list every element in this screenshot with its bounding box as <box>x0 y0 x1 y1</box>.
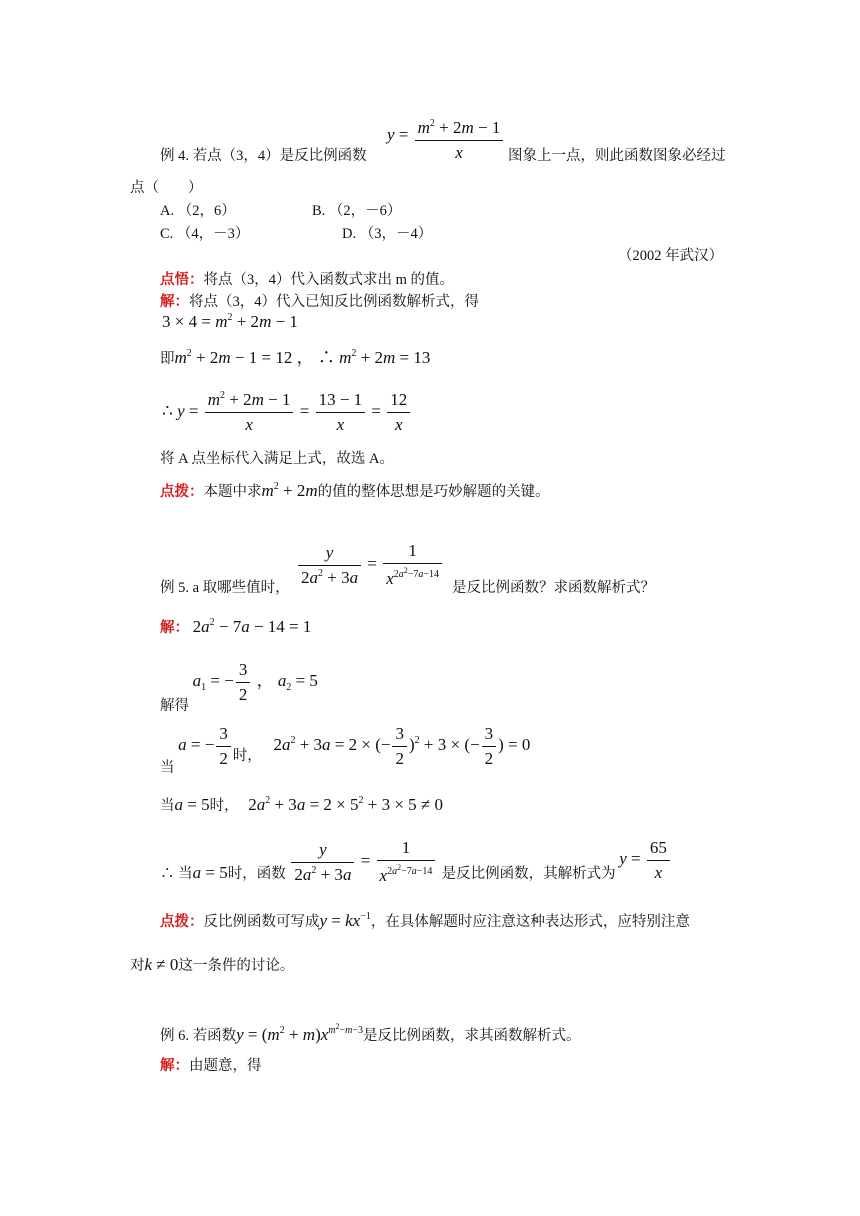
ex4-solution-label: 解： <box>160 294 189 310</box>
ex4-hint-label: 点悟： <box>160 272 204 288</box>
ex5-concl-mid1: 时，函数 <box>227 865 286 882</box>
ex4-equation-2: 即$m^2 + 2m - 1 = 12$ ， ∴ $m^2 + 2m = 13$ <box>160 348 431 367</box>
ex5-question-suffix: 是反比例函数？求函数解析式？ <box>452 580 655 596</box>
ex4-solution <box>160 290 479 311</box>
ex5-conclusion: ∴ 当a = 5时，函数 $\frac{y}{2a^2 + 3a}$ = $\frac{1}{x^{2a^2-7a-14}}$ 是反比例函数，其解析式为 y = $\frac{65}{x}$ <box>160 838 672 886</box>
ex4-tip-post: 的值的整体思想是巧妙解题的关键。 <box>317 484 550 500</box>
ex5-case1-mid: 时， <box>232 748 262 765</box>
ex4-question-line2: 点（ ） <box>130 180 203 196</box>
ex6-question-suffix: 是反比例函数，求其函数解析式。 <box>363 1028 581 1044</box>
ex4-option-a: A. （2，6） <box>160 203 236 219</box>
ex5-tip-line2: 对k ≠ 0这一条件的讨论。 <box>130 955 295 974</box>
ex4-hint <box>160 268 454 289</box>
ex6-question-prefix: 例 6. 若函数 <box>160 1028 237 1044</box>
ex5-case2-prefix: 当 <box>160 798 175 814</box>
ex5-function-formula: $\frac{y}{2a^2 + 3a}$ = $\frac{1}{x^{2a^2-7a-14}}$ <box>296 541 444 589</box>
ex5-tip-post: ，在具体解题时应注意这种表达形式，应特别注意 <box>370 914 690 930</box>
ex4-tip-label: 点拨： <box>160 484 204 500</box>
ex5-question-prefix: 例 5. a 取哪些值时， <box>160 580 290 596</box>
ex4-hint-text: 将点（3，4）代入函数式求出 m 的值。 <box>203 272 455 288</box>
ex5-concl-prefix: ∴ 当 <box>160 865 193 882</box>
ex5-case-2: 当a = 5时， $2a^2 + 3a = 2 \times 5^2 + 3 \times 5 \ne 0$ <box>160 795 444 814</box>
ex4-source: （2002 年武汉） <box>618 248 724 264</box>
ex4-function-formula: y = $\frac{m^2 + 2m - 1}{x}$ <box>387 118 505 163</box>
ex6-question: 例 6. 若函数$y = (m^2 + m)x^{m^2-m-3}$是反比例函数，求其函数解析式。 <box>160 1022 581 1044</box>
ex4-solution-text: 将点（3，4）代入已知反比例函数解析式，得 <box>189 294 479 310</box>
ex4-tip-pre: 本题中求 <box>203 484 262 500</box>
ex5-tip-line2-pre: 对 <box>130 958 145 974</box>
ex5-tip-pre: 反比例函数可写成 <box>203 914 320 930</box>
ex5-case1-prefix: 当 <box>160 760 175 777</box>
ex4-option-c: C. （4，－3） <box>160 226 250 242</box>
ex5-concl-mid2: 是反比例函数，其解析式为 <box>441 865 616 882</box>
ex4-equation-1: $3 \times 4 = m^2 + 2m - 1$ <box>162 312 298 331</box>
ex5-tip-label: 点拨： <box>160 914 204 930</box>
ex5-roots: 解得 $a_1$ = − $\frac{3}{2}$ ， $a_2 = 5$ <box>160 660 318 715</box>
ex6-solution-text: 由题意，得 <box>189 1058 262 1074</box>
ex5-solution: 解： $2a^2 - 7a - 14 = 1$ <box>160 617 312 636</box>
ex4-option-d: D. （3，－4） <box>342 226 433 242</box>
ex4-question-prefix: 例 4. 若点（3，4）是反比例函数 <box>160 148 367 164</box>
ex4-question-suffix: 图象上一点，则此函数图象必经过 <box>508 148 726 164</box>
ex4-question-line1 <box>160 144 367 165</box>
ex5-case-1: 当 a = − $\frac{3}{2}$ 时， $2a^2 + 3a = 2$ × (− $\frac{3}{2}$ )$^2$ + 3 × (− $\frac{3}{2}$ ) = 0 <box>160 724 531 777</box>
ex5-solve-prefix: 解得 <box>160 698 189 715</box>
ex4-equation-3: ∴ y = $\frac{m^2 + 2m - 1}{x}$ = $\frac{13 - 1}{x}$ = $\frac{12}{x}$ <box>162 390 412 435</box>
ex6-solution-label: 解： <box>160 1058 189 1074</box>
ex4-conclusion: 将 A 点坐标代入满足上式，故选 A。 <box>160 451 395 467</box>
ex5-solution-label: 解： <box>160 620 189 636</box>
ex4-option-b: B. （2，－6） <box>312 203 402 219</box>
ex5-case2-mid: 时， <box>209 798 239 814</box>
ex5-tip: 点拨：反比例函数可写成$y = kx^{-1}$，在具体解题时应注意这种表达形式，应特别注意 <box>160 911 690 930</box>
ex5-tip-line2-post: 这一条件的讨论。 <box>178 958 295 974</box>
ex4-eq2-prefix: 即 <box>160 351 175 367</box>
ex4-tip: 点拨：本题中求$m^2 + 2m$的值的整体思想是巧妙解题的关键。 <box>160 481 550 500</box>
ex6-solution <box>160 1054 262 1075</box>
